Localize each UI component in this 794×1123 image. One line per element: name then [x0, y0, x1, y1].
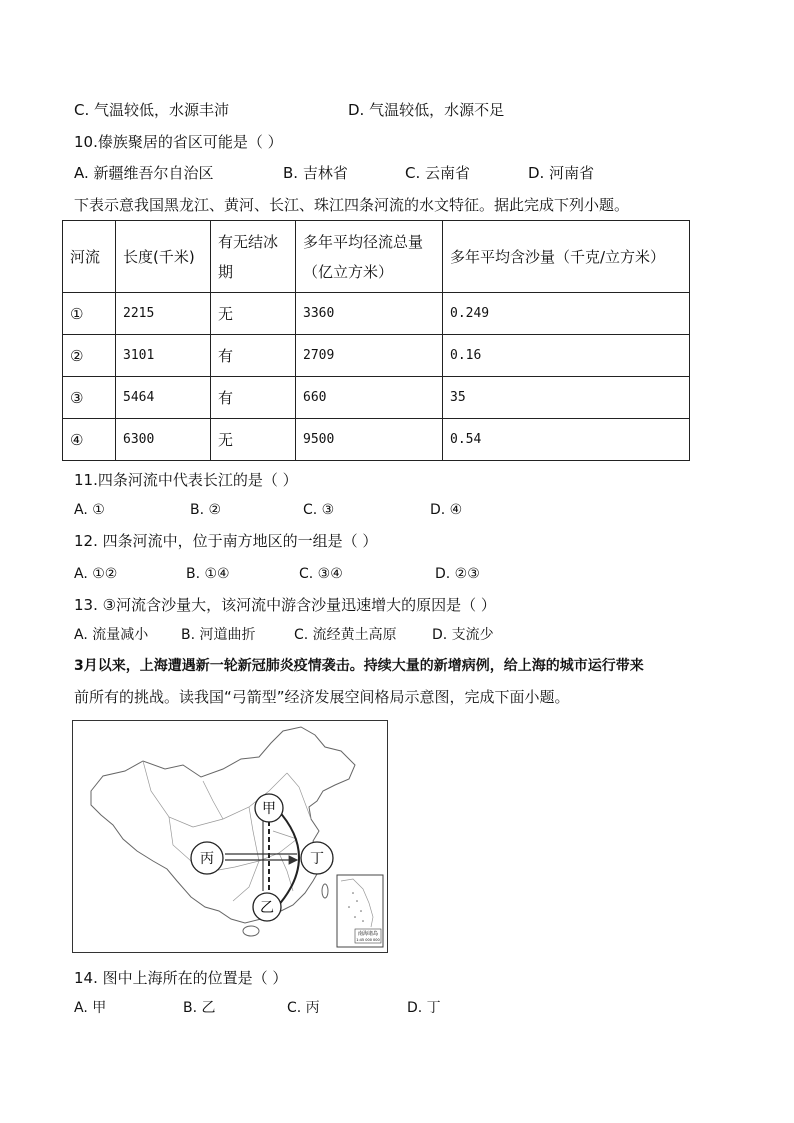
q12-option-c: C. ③④	[299, 566, 343, 582]
q10-option-d: D. 河南省	[528, 164, 595, 182]
q13-option-a: A. 流量减小	[74, 627, 149, 643]
taiwan-island	[322, 884, 328, 898]
cell-river: ②	[63, 335, 116, 377]
cell-length: 5464	[116, 377, 211, 419]
cell-runoff: 2709	[296, 335, 443, 377]
q14-option-b: B. 乙	[183, 1000, 216, 1016]
label-ding: 丁	[310, 851, 324, 867]
province-lines	[143, 761, 311, 901]
header-freeze-line2: 期	[218, 262, 234, 281]
hainan-island	[243, 926, 259, 936]
q12-stem: 12. 四条河流中，位于南方地区的一组是（ ）	[74, 532, 378, 550]
bow-arrow-map	[72, 720, 388, 953]
q14-option-d: D. 丁	[407, 1000, 441, 1016]
cell-sediment: 0.16	[443, 335, 690, 377]
q13-stem: 13. ③河流含沙量大，该河流中游含沙量迅速增大的原因是（ ）	[74, 596, 496, 614]
label-yi: 乙	[260, 900, 274, 916]
cell-length: 6300	[116, 419, 211, 461]
header-sediment: 多年平均含沙量（千克/立方米）	[443, 221, 690, 293]
hydrology-table	[62, 220, 690, 461]
header-runoff-line1: 多年平均径流总量	[303, 232, 424, 251]
q12-option-b: B. ①④	[186, 566, 230, 582]
q11-option-a: A. ①	[74, 502, 105, 518]
cell-river: ④	[63, 419, 116, 461]
q11-option-c: C. ③	[303, 502, 335, 518]
bow-curve	[277, 809, 299, 907]
china-outline	[91, 727, 355, 923]
q9-option-d: D. 气温较低，水源不足	[348, 101, 505, 119]
q14-option-c: C. 丙	[287, 1000, 320, 1016]
header-freeze	[211, 221, 296, 293]
cell-freeze: 有	[211, 335, 296, 377]
passage-line-2: 前所有的挑战。读我国“弓箭型”经济发展空间格局示意图，完成下面小题。	[74, 688, 570, 706]
q10-option-b: B. 吉林省	[283, 164, 348, 182]
cell-runoff: 3360	[296, 293, 443, 335]
label-bing: 丙	[200, 851, 214, 867]
cell-length: 3101	[116, 335, 211, 377]
cell-river: ①	[63, 293, 116, 335]
q9-option-c: C. 气温较低，水源丰沛	[74, 101, 230, 119]
passage-line-1: 3月以来，上海遭遇新一轮新冠肺炎疫情袭击。持续大量的新增病例，给上海的城市运行带来	[74, 658, 644, 674]
q12-option-d: D. ②③	[435, 566, 480, 582]
table-header-row	[63, 221, 690, 293]
header-river: 河流	[63, 221, 116, 293]
q11-option-d: D. ④	[430, 502, 463, 518]
cell-sediment: 35	[443, 377, 690, 419]
table-row	[63, 377, 690, 419]
header-freeze-line1: 有无结冰	[218, 232, 279, 251]
cell-runoff: 9500	[296, 419, 443, 461]
header-length: 长度(千米)	[116, 221, 211, 293]
q10-stem: 10.傣族聚居的省区可能是（ ）	[74, 133, 283, 151]
q11-stem: 11.四条河流中代表长江的是（ ）	[74, 471, 298, 489]
q13-option-c: C. 流经黄土高原	[294, 627, 397, 643]
cell-runoff: 660	[296, 377, 443, 419]
cell-freeze: 无	[211, 419, 296, 461]
cell-sediment: 0.249	[443, 293, 690, 335]
label-jia: 甲	[262, 801, 276, 817]
q12-option-a: A. ①②	[74, 566, 118, 582]
q14-option-a: A. 甲	[74, 1000, 107, 1016]
q10-option-c: C. 云南省	[405, 164, 471, 182]
cell-sediment: 0.54	[443, 419, 690, 461]
q11-option-b: B. ②	[190, 502, 222, 518]
header-runoff-line2: （亿立方米）	[303, 262, 394, 281]
table-row	[63, 419, 690, 461]
q14-stem: 14. 图中上海所在的位置是（ ）	[74, 969, 288, 987]
q13-option-b: B. 河道曲折	[181, 627, 256, 643]
q10-option-a: A. 新疆维吾尔自治区	[74, 164, 214, 182]
south-china-sea-inset	[337, 875, 383, 947]
table-intro: 下表示意我国黑龙江、黄河、长江、珠江四条河流的水文特征。据此完成下列小题。	[74, 196, 630, 214]
table-row	[63, 335, 690, 377]
header-runoff	[296, 221, 443, 293]
cell-river: ③	[63, 377, 116, 419]
map-figure	[73, 721, 387, 952]
cell-freeze: 有	[211, 377, 296, 419]
inset-scale: 1:45 000 000	[356, 938, 380, 942]
inset-label: 南海诸岛	[357, 931, 379, 937]
cell-freeze: 无	[211, 293, 296, 335]
q13-option-d: D. 支流少	[432, 627, 494, 643]
table-row	[63, 293, 690, 335]
cell-length: 2215	[116, 293, 211, 335]
